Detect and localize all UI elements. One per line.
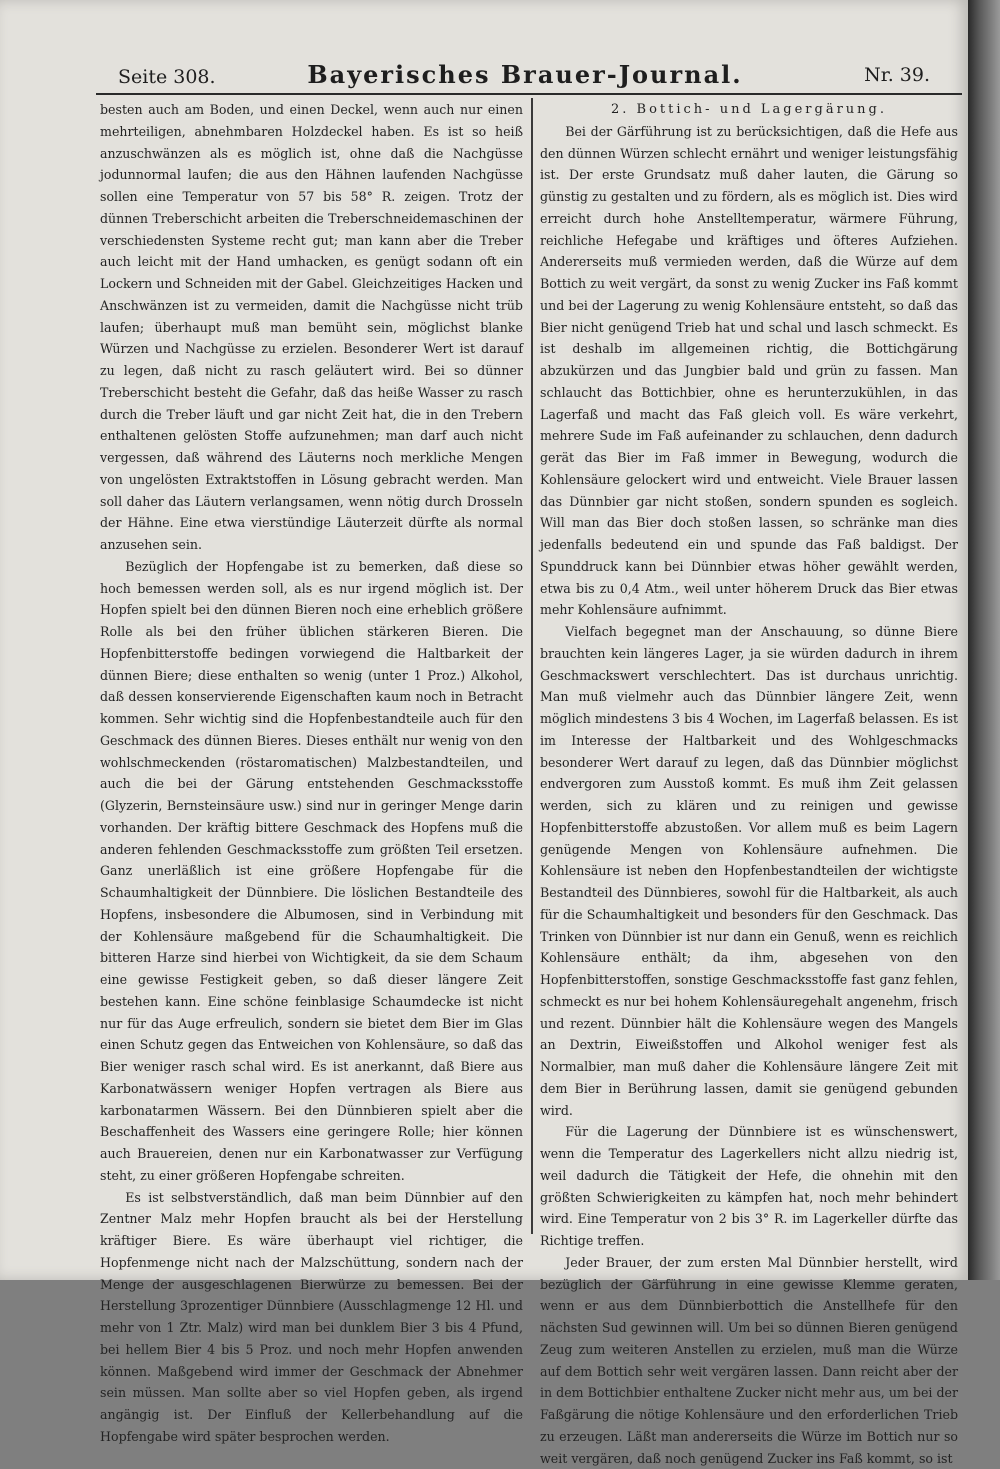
page-header bbox=[112, 58, 938, 94]
left-column bbox=[100, 99, 523, 1444]
right-column bbox=[540, 99, 958, 1466]
header-rule bbox=[96, 93, 962, 95]
paragraph: Es ist selbstverständlich, daß man beim Dünnbier auf den Zentner Malz mehr Hopfen braucht als bei der Herstellung kräftiger Biere. Es wäre überhaupt viel richtiger, die Hopfenmenge nicht nach der Malzschüttung, sondern nach der Menge der ausgeschlagenen Bierwürze zu bemessen. Bei der Herstellung 3prozentiger Dünnbiere (Ausschlagmenge 12 Hl. und mehr von 1 Ztr. Malz) wird man bei dunklem Bier 3 bis 4 Pfund, bei hellem Bier 4 bis 5 Proz. und noch mehr Hopfen anwenden können. Maßgebend wird immer der Geschmack der Abnehmer sein müssen. Man sollte aber so viel Hopfen geben, als irgend angängig ist. Der Einfluß der Kellerbehandlung auf die Hopfengabe wird später besprochen werden. bbox=[100, 1189, 523, 1444]
page-number: Seite 308. bbox=[118, 66, 216, 88]
paragraph: Jeder Brauer, der zum ersten Mal Dünnbier herstellt, wird bezüglich der Gärführung in eine gewisse Klemme geraten, wenn er aus dem Dünnbierbottich die Anstellhefe für den nächsten Sud gewinnen will. Um bei so dünnen Bieren genügend Zeug zum weiteren Anstellen zu erzielen, muß man die Würze auf dem Bottich sehr weit vergären lassen. Dann reicht aber der in dem Bottichbier enthaltene Zucker nicht mehr aus, um bei der Faßgärung die nötige Kohlensäure und den erforderlichen Trieb zu erzeugen. Läßt man andererseits die Würze im Bottich nur so weit vergären, daß noch genügend Zucker ins Faß kommt, so ist bbox=[540, 1254, 958, 1466]
paragraph: Bezüglich der Hopfengabe ist zu bemerken, daß diese so hoch bemessen werden soll, als es nur irgend möglich ist. Der Hopfen spielt bei den dünnen Bieren noch eine erheblich größere Rolle als bei den früher üblichen stärkeren Bieren. Die Hopfenbitterstoffe bedingen vorwiegend die Haltbarkeit der dünnen Biere; diese enthalten so wenig (unter 1 Proz.) Alkohol, daß dessen konservierende Eigenschaften kaum noch in Betracht kommen. Sehr wichtig sind die Hopfenbestandteile auch für den Geschmack des dünnen Bieres. Dieses enthält nur wenig von den wohlschmeckenden (röstaromatischen) Malzbestandteilen, und auch die bei der Gärung entstehenden Geschmacksstoffe (Glyzerin, Bernsteinsäure usw.) sind nur in geringer Menge darin vorhanden. Der kräftig bittere Geschmack des Hopfens muß die anderen fehlenden Geschmacksstoffe zum größten Teil ersetzen. Ganz unerläßlich ist eine größere Hopfengabe für die Schaumhaltigkeit der Dünnbiere. Die löslichen Bestandteile des Hopfens, insbesondere die Albumosen, sind in Verbindung mit der Kohlensäure maßgebend für die Schaumhaltigkeit. Die bitteren Harze sind hierbei von Wichtigkeit, da sie dem Schaum eine gewisse Festigkeit geben, so daß dieser längere Zeit bestehen kann. Eine schöne feinblasige Schaumdecke ist nicht nur für das Auge erfreulich, sondern sie bietet dem Bier im Glas einen Schutz gegen das Entweichen von Kohlensäure, so daß das Bier weniger rasch schal wird. Es ist anerkannt, daß Biere aus Karbonatwässern weniger Hopfen vertragen als Biere aus karbonatarmen Wässern. Bei den Dünnbieren spielt aber die Beschaffenheit des Wassers eine geringere Rolle; hier können auch Brauereien, denen nur ein Karbonatwasser zur Verfügung steht, zu einer größeren Hopfengabe schreiten. bbox=[100, 558, 523, 1183]
paragraph: Vielfach begegnet man der Anschauung, so dünne Biere brauchten kein längeres Lager, ja sie würden dadurch in ihrem Geschmackswert verschlechtert. Das ist durchaus unrichtig. Man muß vielmehr auch das Dünnbier längere Zeit, wenn möglich mindestens 3 bis 4 Wochen, im Lagerfaß belassen. Es ist im Interesse der Haltbarkeit und des Wohlgeschmacks besonderer Wert darauf zu legen, daß das Dünnbier möglichst endvergoren zum Ausstoß kommt. Es muß ihm Zeit gelassen werden, sich zu klären und zu reinigen und gewisse Hopfenbitterstoffe abzustoßen. Vor allem muß es beim Lagern genügende Mengen von Kohlensäure aufnehmen. Die Kohlensäure ist neben den Hopfenbestandteilen der wichtigste Bestandteil des Dünnbieres, sowohl für die Haltbarkeit, als auch für die Schaumhaltigkeit und besonders für den Geschmack. Das Trinken von Dünnbier ist nur dann ein Genuß, wenn es reichlich Kohlensäure enthält; da ihm, abgesehen von den Hopfenbitterstoffen, sonstige Geschmacksstoffe fast ganz fehlen, schmeckt es nur bei hohem Kohlensäuregehalt angenehm, frisch und rezent. Dünnbier hält die Kohlensäure wegen des Mangels an Dextrin, Eiweißstoffen und Alkohol weniger fest als Normalbier, man muß daher die Kohlensäure längere Zeit mit dem Bier in Berührung lassen, damit sie genügend gebunden wird. bbox=[540, 624, 958, 1118]
section-heading: 2. Bottich- und Lagergärung. bbox=[611, 102, 887, 117]
paragraph: Für die Lagerung der Dünnbiere ist es wünschenswert, wenn die Temperatur des Lagerkellers nicht allzu niedrig ist, weil dadurch die Tätigkeit der Hefe, die ohnehin mit den größten Schwierigkeiten zu kämpfen hat, noch mehr behindert wird. Eine Temperatur von 2 bis 3° R. im Lagerkeller dürfte das Richtige treffen. bbox=[540, 1124, 958, 1248]
page-edge bbox=[968, 0, 1000, 1280]
column-divider bbox=[531, 98, 533, 1234]
journal-title: Bayerisches Brauer-Journal. bbox=[307, 60, 743, 89]
paragraph: Bei der Gärführung ist zu berücksichtigen, daß die Hefe aus den dünnen Würzen schlecht ernährt und weniger leistungsfähig ist. Der erste Grundsatz muß daher lauten, die Gärung so günstig zu gestalten und zu fördern, als es möglich ist. Dies wird erreicht durch hohe Anstelltemperatur, wärmere Führung, reichliche Hefegabe und kräftiges und öfteres Aufziehen. Andererseits muß vermieden werden, daß die Würze auf dem Bottich zu weit vergärt, da sonst zu wenig Zucker ins Faß kommt und bei der Lagerung zu wenig Kohlensäure entsteht, so daß das Bier nicht genügend Trieb hat und schal und lasch schmeckt. Es ist deshalb im allgemeinen richtig, die Bottichgärung abzukürzen und das Jungbier bald und grün zu fassen. Man schlaucht das Bottichbier, ohne es herunterzukühlen, in das Lagerfaß und macht das Faß gleich voll. Es wäre verkehrt, mehrere Sude im Faß aufeinander zu schlauchen, denn dadurch gerät das Bier im Faß immer in Bewegung, wodurch die Kohlensäure gelockert wird und entweicht. Viele Brauer lassen das Dünnbier gar nicht stoßen, sondern spunden es sogleich. Will man das Bier doch stoßen lassen, so schränke man dies jedenfalls bedeutend ein und spunde das Faß baldigst. Der Spunddruck kann bei Dünnbier etwas höher gewählt werden, etwa bis zu 0,4 Atm., weil unter höherem Druck das Bier etwas mehr Kohlensäure aufnimmt. bbox=[540, 123, 958, 618]
paragraph: besten auch am Boden, und einen Deckel, wenn auch nur einen mehrteiligen, abnehmbaren Holzdeckel haben. Es ist so heiß anzuschwänzen als es möglich ist, ohne daß die Nachgüsse jodunnormal laufen; die aus den Hähnen laufenden Nachgüsse sollen eine Temperatur von 57 bis 58° R. zeigen. Trotz der dünnen Treberschicht arbeiten die Treberschneidemaschinen der verschiedensten Systeme recht gut; man kann aber die Treber auch leicht mit der Hand umhacken, es genügt sodann oft ein Lockern und Schneiden mit der Gabel. Gleichzeitiges Hacken und Anschwänzen ist zu vermeiden, damit die Nachgüsse nicht trüb laufen; überhaupt muß man bemüht sein, möglichst blanke Würzen und Nachgüsse zu erzielen. Besonderer Wert ist darauf zu legen, daß nicht zu rasch geläutert wird. Bei so dünner Treberschicht besteht die Gefahr, daß das heiße Wasser zu rasch durch die Treber läuft und gar nicht Zeit hat, die in den Trebern enthaltenen gelösten Stoffe aufzunehmen; man darf auch nicht vergessen, daß während des Läuterns noch merkliche Mengen von ungelösten Extraktstoffen in Lösung gebracht werden. Man soll daher das Läutern verlangsamen, wenn nötig durch Drosseln der Hähne. Eine etwa vierstündige Läuterzeit dürfte als normal anzusehen sein. bbox=[100, 102, 523, 552]
issue-number: Nr. 39. bbox=[864, 64, 930, 86]
